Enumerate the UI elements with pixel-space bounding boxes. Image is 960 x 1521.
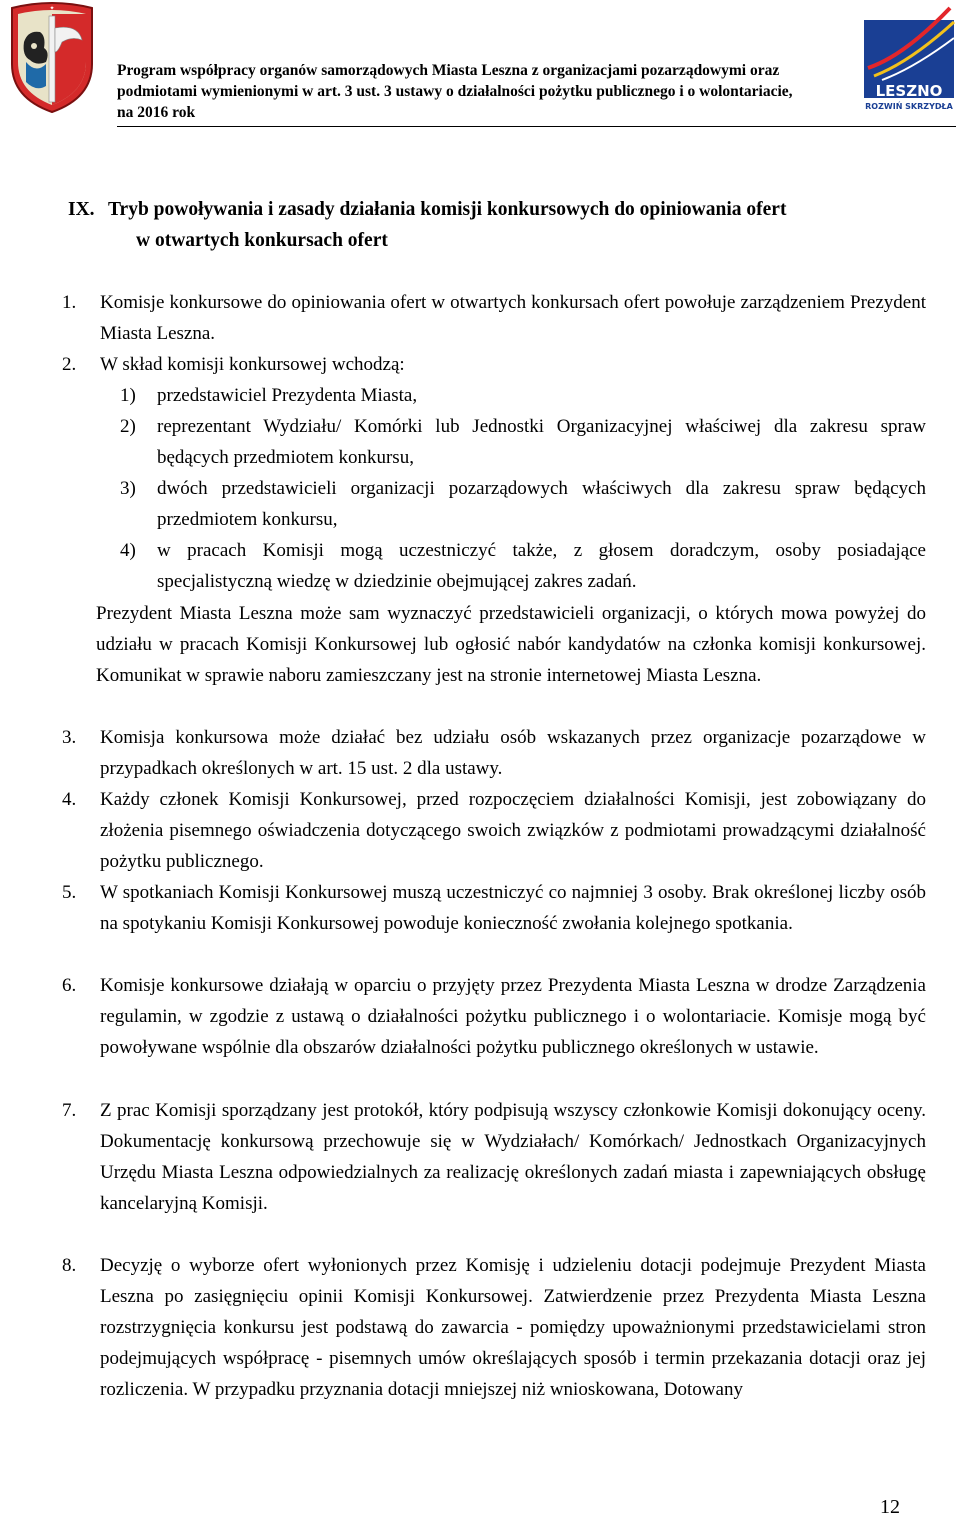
list-item-8 [62,1250,926,1405]
sublist-item-3 [120,473,926,535]
header-program-title [117,60,857,123]
list-item-number: 8. [62,1255,77,1276]
list-item-text: W skład komisji konkursowej wchodzą: [100,354,405,375]
list-item-text: Komisje konkursowe działają w oparciu o przyjęty przez Prezydenta Miasta Leszna w drodze Zarządzenia regulamin, w zgodzie z ustawą o działalności pożytku publicznego i o wolontariacie. Komisje mogą być powoływane wspólnie dla obszarów działalności pożytku publicznego określonych w ustawie. [100,975,926,1058]
section-number: IX. [68,199,95,220]
list-item-number: 7. [62,1100,77,1121]
sublist-item-text: w pracach Komisji mogą uczestniczyć także, z głosem doradczym, osoby posiadające specjalistyczną wiedzę w dziedzinie obejmującej zakres zadań. [157,540,926,592]
section-title-line-2: w otwartych konkursach ofert [136,230,388,251]
list-item-text: Komisja konkursowa może działać bez udziału osób wskazanych przez organizacje pozarządowe w przypadkach określonych w art. 15 ust. 2 dla ustawy. [100,727,926,779]
header-divider [117,126,956,127]
leszno-brand-logo [864,6,956,112]
sublist-item-number: 3) [120,478,136,499]
list-item-2 [62,349,926,380]
sublist-item-number: 2) [120,416,136,437]
sublist-item-number: 1) [120,385,136,406]
sublist-item-4 [120,535,926,597]
sublist-item-text: dwóch przedstawicieli organizacji pozarządowych właściwych dla zakresu spraw będących przedmiotem konkursu, [157,478,926,530]
sublist-item-1 [120,380,926,411]
list-item-text: W spotkaniach Komisji Konkursowej muszą uczestniczyć co najmniej 3 osoby. Brak określonej liczby osób na spotykaniu Komisji Konkursowej powoduje konieczność zwołania kolejnego spotkania. [100,882,926,934]
sublist-item-2 [120,411,926,473]
list-item-number: 6. [62,975,77,996]
list-item-text: Komisje konkursowe do opiniowania ofert w otwartych konkursach ofert powołuje zarządzeniem Prezydent Miasta Leszna. [100,292,926,344]
list-item-3 [62,722,926,784]
svg-text:✦: ✦ [49,5,55,12]
list-item-number: 1. [62,292,77,313]
list-item-text: Każdy członek Komisji Konkursowej, przed rozpoczęciem działalności Komisji, jest zobowiązany do złożenia pisemnego oświadczenia dotyczącego swoich związków z podmiotami prowadzącymi działalność pożytku publicznego. [100,789,926,872]
header-line-3: na 2016 rok [117,104,196,121]
list-item-text: Z prac Komisji sporządzany jest protokół, który podpisują wszyscy członkowie Komisji dokonujący oceny. Dokumentację konkursową przechowuje się w Wydziałach/ Komórkach/ Jednostkach Organizacyjnych Urzędu Miasta Leszna odpowiedzialnych za realizację określonych zadań miasta i zapewniających obsługę kancelaryjną Komisji. [100,1100,926,1214]
header-line-2: podmiotami wymienionymi w art. 3 ust. 3 ustawy o działalności pożytku publicznego i o wolontariacie, [117,83,793,100]
brand-name: LESZNO [875,82,943,100]
city-crest-logo [6,2,98,114]
brand-tagline: ROZWIŃ SKRZYDŁA [865,102,953,111]
list-item-number: 5. [62,882,77,903]
appointment-paragraph: Prezydent Miasta Leszna może sam wyznaczyć przedstawicieli organizacji, o których mowa powyżej do udziału w pracach Komisji Konkursowej lub ogłosić nabór kandydatów na członka komisji konkursowej. Komunikat w sprawie naboru zamieszczany jest na stronie internetowej Miasta Leszna. [96,603,926,686]
page-number: 12 [880,1496,900,1518]
sublist-item-text: reprezentant Wydziału/ Komórki lub Jednostki Organizacyjnej właściwej dla zakresu spraw będących przedmiotem konkursu, [157,416,926,468]
list-item-number: 2. [62,354,77,375]
list-item-7 [62,1095,926,1219]
list-item-text: Decyzję o wyborze ofert wyłonionych przez Komisję i udzieleniu dotacji podejmuje Prezydent Miasta Leszna po zasięgnięciu opinii Komisji Konkursowej. Zatwierdzenie przez Prezydenta Miasta Leszna rozstrzygnięcia konkursu jest podstawą do zawarcia - pomiędzy upoważnionymi przedstawicielami stron podejmujących współpracę - pisemnych umów określających sposób i termin przekazania dotacji oraz jej rozliczenia. W przypadku przyznania dotacji mniejszej niż wnioskowana, Dotowany [100,1255,926,1400]
section-title-line-1: Tryb powoływania i zasady działania komisji konkursowych do opiniowania ofert [108,199,787,220]
list-item-1 [62,287,926,349]
sublist-item-number: 4) [120,540,136,561]
list-item-4 [62,784,926,877]
header-line-1: Program współpracy organów samorządowych Miasta Leszna z organizacjami pozarządowymi oraz [117,62,780,79]
sublist-item-text: przedstawiciel Prezydenta Miasta, [157,385,418,406]
list-item-number: 4. [62,789,77,810]
list-item-number: 3. [62,727,77,748]
page-header [0,0,960,128]
list-item-5 [62,877,926,939]
list-item-6 [62,970,926,1063]
